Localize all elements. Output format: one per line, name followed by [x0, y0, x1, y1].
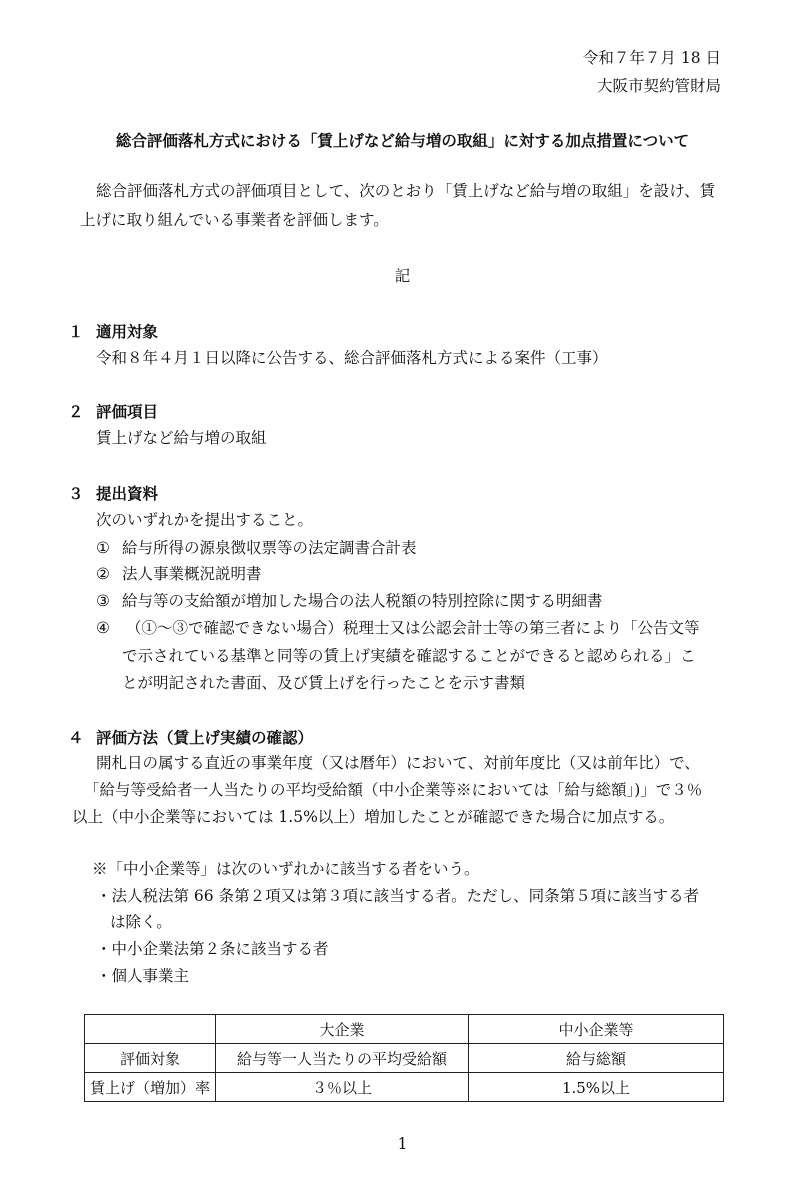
- list-item-1-text: 給与所得の源泉徴収票等の法定調書合計表: [122, 539, 417, 557]
- table-row: [85, 1073, 724, 1102]
- department-name: 大阪市契約管財局: [596, 77, 721, 95]
- section-4-line-3: 以上（中小企業等においては 1.5%以上）増加したことが確認できた場合に加点する。: [72, 808, 675, 826]
- table-header-cell: 大企業: [216, 1015, 469, 1044]
- list-item-4-text: （①～③で確認できない場合）税理士又は公認会計士等の第三者により「公告文等: [126, 619, 700, 637]
- table-row: [85, 1044, 724, 1073]
- page-number: 1: [397, 1135, 408, 1153]
- note-bullet-3: ・個人事業主: [96, 967, 190, 985]
- table-cell: 1.5%以上: [469, 1073, 724, 1102]
- list-item-1-marker: ①: [96, 539, 110, 557]
- list-item-4-continuation-1: で示されている基準と同等の賃上げ実績を確認することができると認められる」こ: [122, 647, 696, 665]
- table-header-cell: 中小企業等: [469, 1015, 724, 1044]
- list-item-2-text: 法人事業概況説明書: [122, 565, 262, 583]
- list-item-4-marker: ④: [96, 619, 110, 637]
- section-4-number: ４: [68, 729, 84, 747]
- section-1-heading: 適用対象: [96, 323, 159, 341]
- table-cell: 給与総額: [469, 1044, 724, 1073]
- section-2-body: 賃上げなど給与増の取組: [96, 429, 267, 447]
- ki-marker: 記: [394, 267, 411, 285]
- section-4-heading: 評価方法（賃上げ実績の確認）: [96, 729, 314, 747]
- note-lead: ※「中小企業等」は次のいずれかに該当する者をいう。: [92, 860, 480, 878]
- document-title: 総合評価落札方式における「賃上げなど給与増の取組」に対する加点措置について: [115, 132, 690, 150]
- criteria-table: [84, 1014, 724, 1102]
- intro-line-2: 上げに取り組んでいる事業者を評価します。: [80, 211, 389, 229]
- table-cell: 賃上げ（増加）率: [85, 1073, 216, 1102]
- section-4-line-2: 「給与等受給者一人当たりの平均受給額（中小企業等※においては「給与総額」)」で３％: [84, 781, 703, 799]
- note-bullet-1-continuation: は除く。: [110, 913, 172, 931]
- note-bullet-1: ・法人税法第 66 条第２項又は第３項に該当する者。ただし、同条第５項に該当する者: [96, 887, 700, 905]
- table-cell: 給与等一人当たりの平均受給額: [216, 1044, 469, 1073]
- section-2-heading: 評価項目: [96, 403, 159, 421]
- section-1-number: １: [68, 323, 84, 341]
- table-cell: ３％以上: [216, 1073, 469, 1102]
- table-cell: 評価対象: [85, 1044, 216, 1073]
- section-1-body: 令和８年４月１日以降に公告する、総合評価落札方式による案件（工事）: [96, 349, 608, 367]
- list-item-2-marker: ②: [96, 565, 110, 583]
- section-3-heading: 提出資料: [96, 485, 159, 503]
- intro-line-1: 総合評価落札方式の評価項目として、次のとおり「賃上げなど給与増の取組」を設け、賃: [96, 182, 716, 200]
- issue-date: 令和７年７月 18 日: [582, 49, 721, 67]
- list-item-3-text: 給与等の支給額が増加した場合の法人税額の特別控除に関する明細書: [122, 592, 603, 610]
- section-3-number: ３: [68, 485, 84, 503]
- list-item-3-marker: ③: [96, 592, 110, 610]
- list-item-4-continuation-2: とが明記された書面、及び賃上げを行ったことを示す書類: [122, 674, 526, 692]
- note-bullet-2: ・中小企業法第２条に該当する者: [96, 940, 329, 958]
- table-header-row: [85, 1015, 724, 1044]
- section-4-line-1: 開札日の属する直近の事業年度（又は暦年）において、対前年度比（又は前年比）で、: [96, 754, 700, 772]
- section-3-lead: 次のいずれかを提出すること。: [96, 511, 314, 529]
- section-2-number: ２: [68, 403, 84, 421]
- table-header-cell: [85, 1015, 216, 1044]
